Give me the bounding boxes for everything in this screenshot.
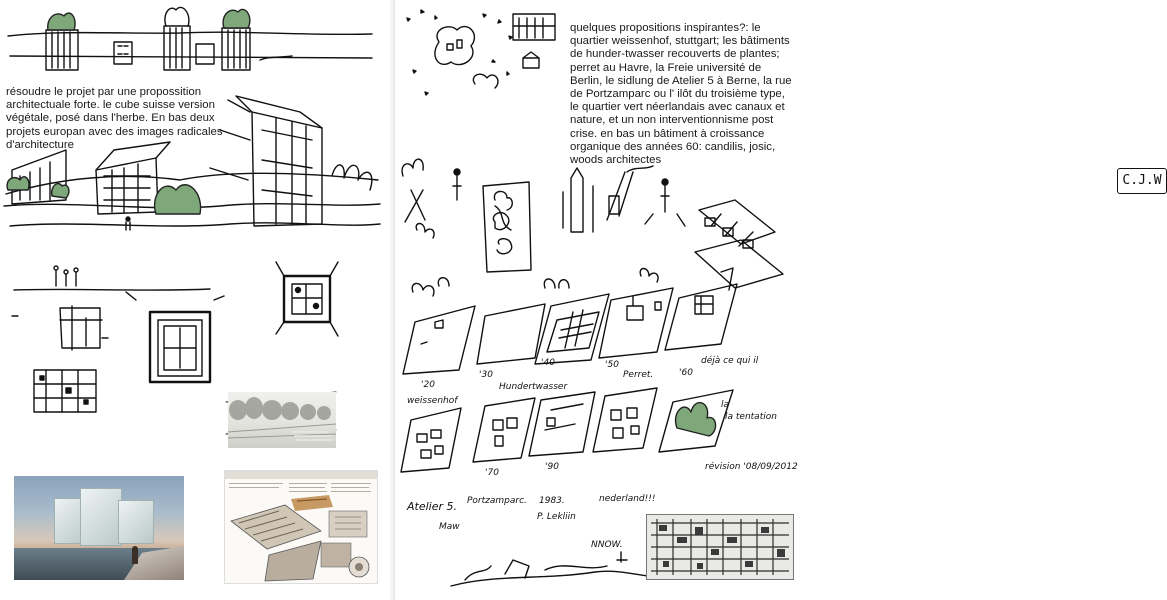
right-page (395, 0, 1162, 600)
note-maw: Maw (439, 522, 460, 532)
note-nnow: NNOW. (591, 540, 623, 550)
skyline-sketch (8, 7, 372, 70)
europan-diagram-icon (225, 471, 377, 583)
note-weissenhof: weissenhof (407, 396, 458, 406)
note-perret: Perret. (623, 370, 654, 380)
cube-building (80, 488, 122, 546)
note-year-60: '60 (679, 368, 693, 378)
note-year-50: '50 (605, 360, 619, 370)
note-year-30: '30 (479, 370, 493, 380)
note-tentation: la tentation (725, 412, 777, 422)
organic-plan-grid-icon (647, 515, 793, 579)
cjw-logo-sketch: C.J.W (1117, 168, 1167, 194)
left-caption: résoudre le projet par une propossition architectuale forte. le cube suisse version végétale, posé dans l'herbe. En bas deux projets europan avec des images radicales d'architecture (6, 86, 223, 151)
note-year-70: '70 (485, 468, 499, 478)
note-year-40: '40 (541, 358, 555, 368)
parallelogram-row-top (403, 268, 737, 374)
trees-avenue-photo (228, 392, 336, 448)
note-portzamparc: Portzamparc. (467, 496, 527, 506)
europan-project-panel (224, 470, 378, 584)
note-nederland: nederland!!! (599, 494, 656, 504)
plan-sketches (12, 262, 338, 412)
note-year-1983: 1983. (539, 496, 565, 506)
note-revision: révision '08/09/2012 (705, 462, 798, 472)
note-p-lekliin: P. Lekliin (537, 512, 576, 522)
organic-growth-plan-photo (646, 514, 794, 580)
note-hundertwasser: Hundertwasser (499, 382, 568, 392)
green-cube-photo (14, 476, 184, 580)
note-year-20: '20 (421, 380, 435, 390)
note-la: la (721, 400, 730, 410)
bottom-sketches (451, 552, 673, 586)
note-deja-ce-qui-il: déjà ce qui il (701, 356, 759, 366)
tree-row-icon (228, 392, 336, 448)
ground-line-figures (14, 266, 210, 290)
right-caption: quelques propositions inspirantes?: le quartier weissenhof, stuttgart; les bâtiments de hunder-twasser recouverts de plantes; perret au Havre, la Freie université de Berlin, le sidlung de Atelier 5 à Berne, la rue de Portzamparc ou l' ilôt du troisième type, le quartier vert néerlandais avec canaux et nature, et un non interventionnisme post crise. en bas un bâtiment à croissance organique des années 60: candilis, josic, woods architectes (570, 22, 792, 167)
note-year-90: '90 (545, 462, 559, 472)
cube-building (118, 500, 154, 544)
left-page (0, 0, 395, 600)
middle-row-sketches (402, 159, 783, 296)
note-atelier5: Atelier 5. (407, 500, 457, 513)
person-figure (132, 546, 138, 564)
top-organic-sketches (407, 10, 555, 95)
